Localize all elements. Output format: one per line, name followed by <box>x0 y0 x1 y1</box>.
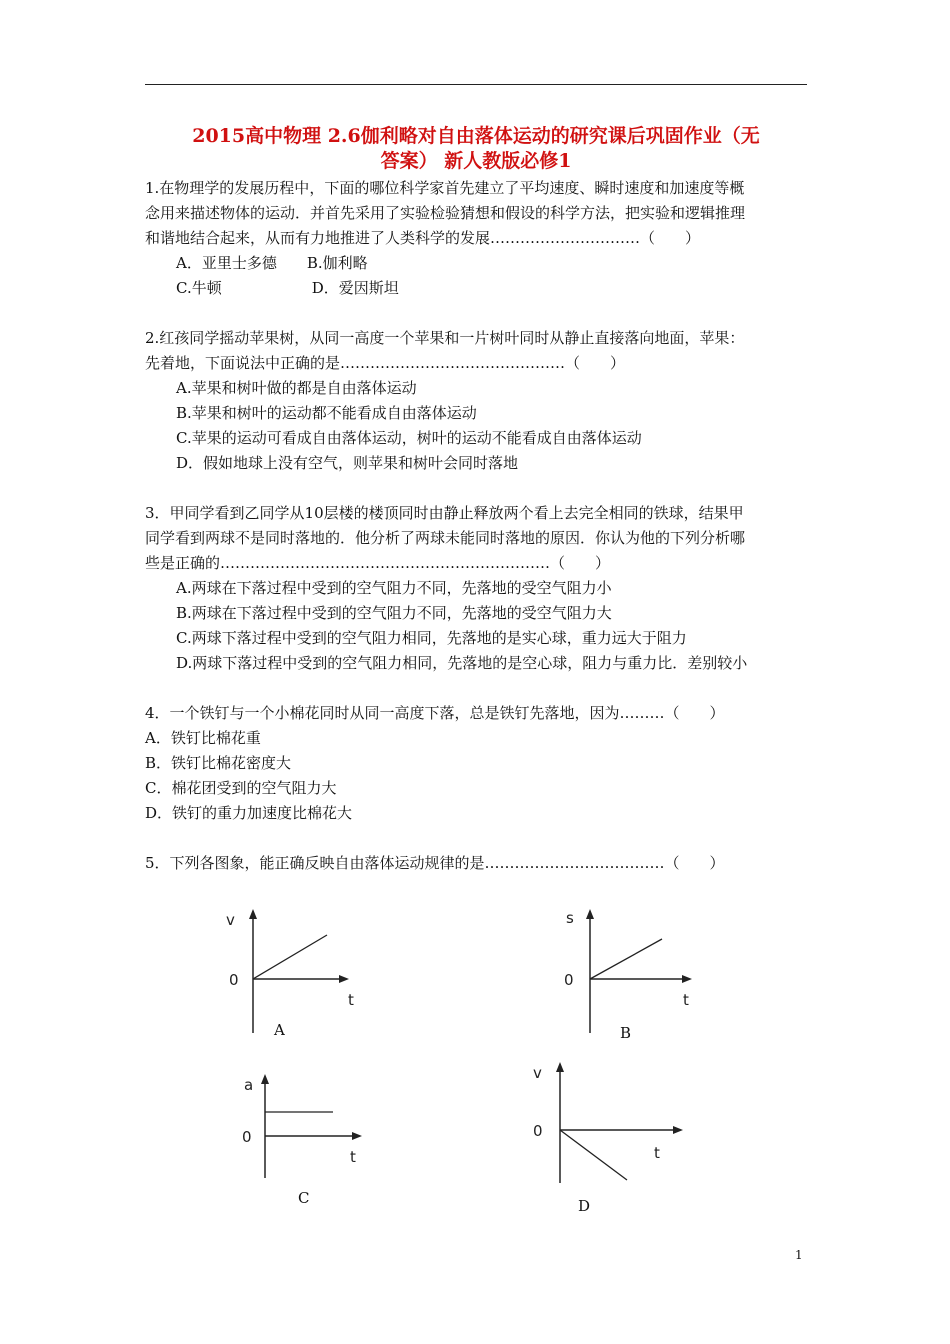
graph-a-line <box>253 935 327 979</box>
question-1-options-row-2: C.牛顿 D．爱因斯坦 <box>176 279 399 297</box>
question-3-option-c: C.两球下落过程中受到的空气阻力相同，先落地的是实心球，重力远大于阻力 <box>176 629 687 647</box>
graph-d-x-label: t <box>654 1144 660 1162</box>
question-3-option-a: A.两球在下落过程中受到的空气阻力不同，先落地的受空气阻力小 <box>176 579 612 597</box>
question-1-line-2: 念用来描述物体的运动．并首先采用了实验检验猜想和假设的科学方法，把实验和逻辑推理 <box>145 204 746 222</box>
graph-b-caption: B <box>620 1024 632 1042</box>
question-4-option-d: D．铁钉的重力加速度比棉花大 <box>145 804 353 822</box>
header-rule <box>145 84 807 85</box>
title-line-2: 答案） 新人教版必修1 <box>380 150 572 172</box>
page-number: 1 <box>795 1248 803 1262</box>
question-1-options-row-1: A．亚里士多德 B.伽利略 <box>176 254 368 272</box>
graph-d <box>527 1058 687 1188</box>
graph-a-caption: A <box>274 1021 285 1039</box>
graph-c-y-label: a <box>244 1076 254 1094</box>
question-2-option-d: D．假如地球上没有空气，则苹果和树叶会同时落地 <box>176 454 519 472</box>
graph-d-origin: 0 <box>533 1122 543 1140</box>
document-title <box>145 124 807 174</box>
graph-b-y-label: s <box>566 909 574 927</box>
graph-a <box>215 905 355 1045</box>
question-3-option-d: D.两球下落过程中受到的空气阻力相同，先落地的是空心球，阻力与重力比．差别较小 <box>176 654 748 672</box>
question-2-line-2: 先着地，下面说法中正确的是………………………………………（ ） <box>145 354 626 372</box>
question-3-line-1: 3．甲同学看到乙同学从10层楼的楼顶同时由静止释放两个看上去完全相同的铁球，结果甲 <box>145 504 744 522</box>
question-2-option-a: A.苹果和树叶做的都是自由落体运动 <box>176 379 417 397</box>
graph-a-y-label: v <box>226 911 235 929</box>
graph-b-line <box>590 939 662 979</box>
graph-b-origin: 0 <box>564 971 574 989</box>
question-3-line-3: 些是正确的…………………………………………………………（ ） <box>145 554 611 572</box>
question-2-option-b: B.苹果和树叶的运动都不能看成自由落体运动 <box>176 404 477 422</box>
graph-d-y-label: v <box>533 1064 542 1082</box>
title-line-1: 2015高中物理 2.6伽利略对自由落体运动的研究课后巩固作业（无 <box>192 125 760 147</box>
question-4-line-1: 4．一个铁钉与一个小棉花同时从同一高度下落，总是铁钉先落地，因为………（ ） <box>145 704 725 722</box>
graph-d-line <box>560 1130 627 1180</box>
graph-c-origin: 0 <box>242 1128 252 1146</box>
graph-b-x-label: t <box>683 991 689 1009</box>
question-4-option-b: B．铁钉比棉花密度大 <box>145 754 292 772</box>
question-4-option-a: A．铁钉比棉花重 <box>145 729 261 747</box>
graph-d-caption: D <box>578 1197 591 1215</box>
question-4-option-c: C．棉花团受到的空气阻力大 <box>145 779 337 797</box>
question-5-line-1: 5．下列各图象，能正确反映自由落体运动规律的是………………………………（ ） <box>145 854 725 872</box>
graph-a-x-label: t <box>348 991 354 1009</box>
question-2-option-c: C.苹果的运动可看成自由落体运动，树叶的运动不能看成自由落体运动 <box>176 429 642 447</box>
graph-a-origin: 0 <box>229 971 239 989</box>
question-3-option-b: B.两球在下落过程中受到的空气阻力不同，先落地的受空气阻力大 <box>176 604 612 622</box>
question-1-line-1: 1.在物理学的发展历程中，下面的哪位科学家首先建立了平均速度、瞬时速度和加速度等概 <box>145 179 745 197</box>
question-1-line-3: 和谐地结合起来，从而有力地推进了人类科学的发展…………………………（ ） <box>145 229 701 247</box>
question-2-line-1: 2.红孩同学摇动苹果树，从同一高度一个苹果和一片树叶同时从静止直接落向地面，苹果： <box>145 329 745 347</box>
graph-c <box>232 1070 377 1185</box>
graph-c-x-label: t <box>350 1148 356 1166</box>
graph-c-caption: C <box>298 1189 310 1207</box>
question-3-line-2: 同学看到两球不是同时落地的．他分析了两球未能同时落地的原因．你认为他的下列分析哪 <box>145 529 746 547</box>
